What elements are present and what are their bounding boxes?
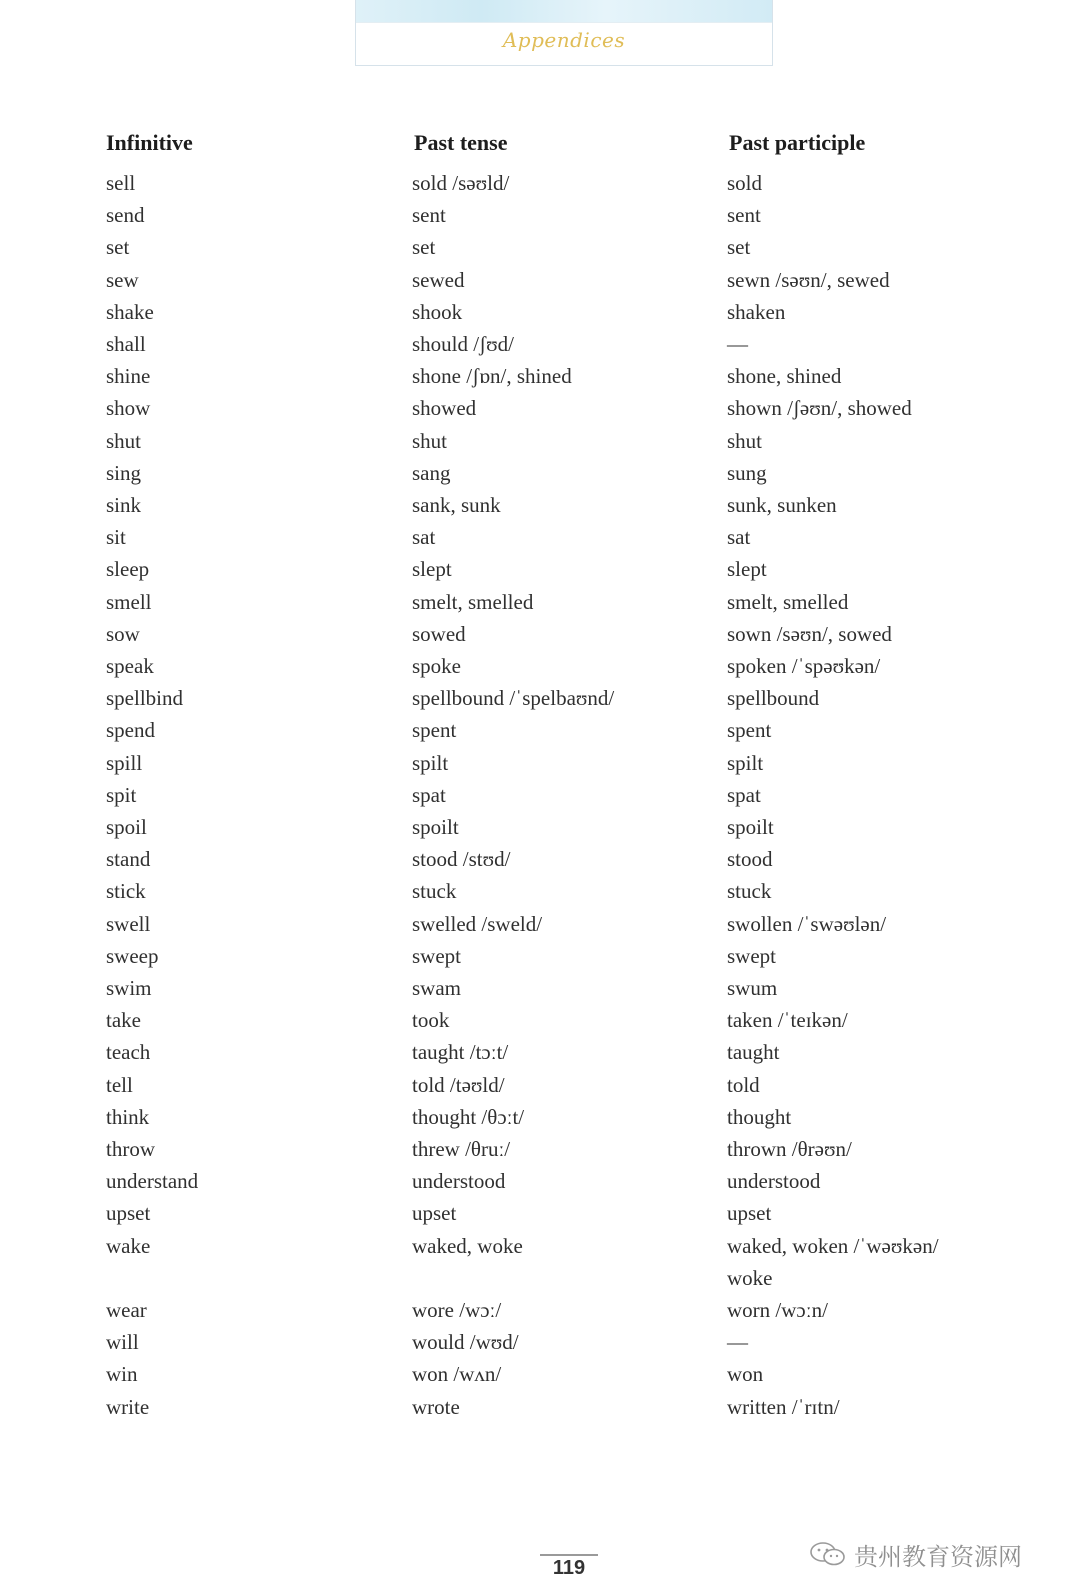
cell-past-participle: sat bbox=[727, 525, 751, 549]
cell-past-tense: sold /səʊld/ bbox=[412, 171, 510, 195]
cell-infinitive: swell bbox=[106, 912, 151, 936]
table-row bbox=[0, 780, 1080, 812]
table-row bbox=[0, 168, 1080, 200]
cell-infinitive: sew bbox=[106, 268, 139, 292]
cell-infinitive: set bbox=[106, 235, 130, 259]
cell-past-participle: shone, shined bbox=[727, 364, 842, 388]
cell-past-tense: threw /θruː/ bbox=[412, 1137, 511, 1161]
cell-past-participle: thrown /θrəʊn/ bbox=[727, 1137, 852, 1161]
cell-past-participle: stuck bbox=[727, 879, 772, 903]
cell-past-tense: spent bbox=[412, 718, 457, 742]
cell-infinitive: stand bbox=[106, 847, 151, 871]
cell-past-participle: upset bbox=[727, 1201, 772, 1225]
table-row bbox=[0, 587, 1080, 619]
table-row bbox=[0, 973, 1080, 1005]
cell-infinitive: wear bbox=[106, 1298, 147, 1322]
cell-past-participle: shaken bbox=[727, 300, 786, 324]
cell-past-tense: smelt, smelled bbox=[412, 590, 534, 614]
table-row bbox=[0, 1102, 1080, 1134]
cell-past-tense: shone /ʃɒn/, shined bbox=[412, 364, 572, 388]
cell-past-tense: spoke bbox=[412, 654, 461, 678]
table-row bbox=[0, 844, 1080, 876]
cell-past-tense: shut bbox=[412, 429, 448, 453]
section-header-tab bbox=[355, 0, 773, 66]
cell-past-tense: waked, woke bbox=[412, 1234, 523, 1258]
cell-past-participle: sewn /səʊn/, sewed bbox=[727, 268, 890, 292]
cell-infinitive: send bbox=[106, 203, 145, 227]
cell-past-tense: swam bbox=[412, 976, 461, 1000]
cell-past-tense: sewed bbox=[412, 268, 465, 292]
table-row bbox=[0, 909, 1080, 941]
table-row bbox=[0, 619, 1080, 651]
table-row bbox=[0, 1263, 1080, 1295]
cell-infinitive: show bbox=[106, 396, 151, 420]
cell-past-tense: should /ʃʊd/ bbox=[412, 332, 514, 356]
cell-infinitive: spill bbox=[106, 751, 143, 775]
cell-past-participle: woke bbox=[727, 1266, 773, 1290]
table-row bbox=[0, 232, 1080, 264]
table-row bbox=[0, 490, 1080, 522]
cell-infinitive: sit bbox=[106, 525, 126, 549]
cell-infinitive: win bbox=[106, 1362, 138, 1386]
cell-past-participle: understood bbox=[727, 1169, 821, 1193]
cell-infinitive: sink bbox=[106, 493, 142, 517]
cell-past-tense: spoilt bbox=[412, 815, 459, 839]
cell-infinitive: sow bbox=[106, 622, 140, 646]
cell-infinitive: spit bbox=[106, 783, 137, 807]
cell-past-participle: sown /səʊn/, sowed bbox=[727, 622, 892, 646]
cell-past-participle: — bbox=[727, 332, 748, 356]
cell-past-tense: took bbox=[412, 1008, 450, 1032]
cell-past-tense: told /təʊld/ bbox=[412, 1073, 505, 1097]
table-row bbox=[0, 200, 1080, 232]
watermark-text: 贵州教育资源网 bbox=[854, 1542, 1022, 1571]
column-header-infinitive: Infinitive bbox=[106, 130, 193, 155]
cell-infinitive: understand bbox=[106, 1169, 199, 1193]
cell-past-participle: spilt bbox=[727, 751, 764, 775]
table-row bbox=[0, 812, 1080, 844]
cell-past-participle: taken /ˈteɪkən/ bbox=[727, 1008, 848, 1032]
cell-past-participle: waked, woken /ˈwəʊkən/ bbox=[727, 1234, 939, 1258]
cell-past-participle: spellbound bbox=[727, 686, 820, 710]
table-row bbox=[0, 651, 1080, 683]
table-row bbox=[0, 1070, 1080, 1102]
cell-infinitive: shine bbox=[106, 364, 151, 388]
cell-infinitive: shall bbox=[106, 332, 146, 356]
cell-past-participle: sung bbox=[727, 461, 767, 485]
table-row bbox=[0, 265, 1080, 297]
cell-infinitive: throw bbox=[106, 1137, 155, 1161]
table-row bbox=[0, 1005, 1080, 1037]
cell-past-tense: swept bbox=[412, 944, 461, 968]
cell-past-participle: written /ˈrɪtn/ bbox=[727, 1395, 840, 1419]
cell-past-tense: sat bbox=[412, 525, 436, 549]
cell-past-participle: sent bbox=[727, 203, 761, 227]
table-row bbox=[0, 1295, 1080, 1327]
table-row bbox=[0, 941, 1080, 973]
table-row bbox=[0, 1166, 1080, 1198]
cell-past-tense: understood bbox=[412, 1169, 506, 1193]
table-row bbox=[0, 1037, 1080, 1069]
cell-past-tense: spellbound /ˈspelbaʊnd/ bbox=[412, 686, 615, 710]
table-row bbox=[0, 297, 1080, 329]
cell-infinitive: spoil bbox=[106, 815, 147, 839]
cell-past-tense: taught /tɔːt/ bbox=[412, 1040, 509, 1064]
cell-past-participle: swollen /ˈswəʊlən/ bbox=[727, 912, 887, 936]
table-row bbox=[0, 715, 1080, 747]
cell-past-participle: thought bbox=[727, 1105, 792, 1129]
cell-past-participle: shut bbox=[727, 429, 763, 453]
cell-infinitive: upset bbox=[106, 1201, 151, 1225]
cell-past-participle: smelt, smelled bbox=[727, 590, 849, 614]
table-row bbox=[0, 554, 1080, 586]
cell-infinitive: speak bbox=[106, 654, 154, 678]
table-row bbox=[0, 1198, 1080, 1230]
cell-past-participle: sunk, sunken bbox=[727, 493, 837, 517]
cell-past-participle: slept bbox=[727, 557, 767, 581]
cell-past-tense: set bbox=[412, 235, 436, 259]
table-row bbox=[0, 1327, 1080, 1359]
cell-past-tense: wore /wɔː/ bbox=[412, 1298, 502, 1322]
cell-past-tense: won /wʌn/ bbox=[412, 1362, 502, 1386]
cell-past-participle: sold bbox=[727, 171, 763, 195]
cell-past-tense: wrote bbox=[412, 1395, 460, 1419]
cell-infinitive: teach bbox=[106, 1040, 151, 1064]
cell-past-tense: shook bbox=[412, 300, 463, 324]
cell-infinitive: sell bbox=[106, 171, 136, 195]
cell-infinitive: sweep bbox=[106, 944, 159, 968]
cell-past-participle: worn /wɔːn/ bbox=[727, 1298, 828, 1322]
cell-past-participle: told bbox=[727, 1073, 760, 1097]
table-row bbox=[0, 1134, 1080, 1166]
cell-infinitive: shut bbox=[106, 429, 142, 453]
cell-past-participle: spoilt bbox=[727, 815, 774, 839]
cell-past-participle: spoken /ˈspəʊkən/ bbox=[727, 654, 881, 678]
cell-past-participle: spat bbox=[727, 783, 761, 807]
cell-past-tense: sowed bbox=[412, 622, 466, 646]
cell-infinitive: sleep bbox=[106, 557, 150, 581]
section-label: Appendices bbox=[502, 28, 626, 52]
cell-infinitive: shake bbox=[106, 300, 154, 324]
cell-past-participle: swept bbox=[727, 944, 776, 968]
table-row bbox=[0, 361, 1080, 393]
cell-infinitive: spellbind bbox=[106, 686, 183, 710]
table-row bbox=[0, 426, 1080, 458]
cell-past-tense: stood /stʊd/ bbox=[412, 847, 511, 871]
cell-infinitive: smell bbox=[106, 590, 152, 614]
cell-past-tense: upset bbox=[412, 1201, 457, 1225]
cell-past-tense: thought /θɔːt/ bbox=[412, 1105, 525, 1129]
cell-past-participle: won bbox=[727, 1362, 764, 1386]
cell-infinitive: take bbox=[106, 1008, 141, 1032]
column-header-past-participle: Past participle bbox=[729, 130, 866, 155]
table-row bbox=[0, 748, 1080, 780]
cell-infinitive: wake bbox=[106, 1234, 151, 1258]
cell-infinitive: sing bbox=[106, 461, 142, 485]
cell-past-tense: sank, sunk bbox=[412, 493, 501, 517]
watermark bbox=[808, 1538, 1022, 1570]
cell-past-participle: taught bbox=[727, 1040, 780, 1064]
table-row bbox=[0, 458, 1080, 490]
table-row bbox=[0, 683, 1080, 715]
cell-past-tense: sang bbox=[412, 461, 451, 485]
table-row bbox=[0, 876, 1080, 908]
cell-past-tense: stuck bbox=[412, 879, 457, 903]
cell-infinitive: swim bbox=[106, 976, 152, 1000]
page-number: 119 bbox=[540, 1554, 598, 1586]
cell-infinitive: stick bbox=[106, 879, 146, 903]
cell-past-tense: would /wʊd/ bbox=[412, 1330, 519, 1354]
cell-infinitive: will bbox=[106, 1330, 139, 1354]
cell-past-participle: stood bbox=[727, 847, 773, 871]
cell-past-tense: swelled /sweld/ bbox=[412, 912, 543, 936]
cell-past-participle: swum bbox=[727, 976, 778, 1000]
cell-past-participle: spent bbox=[727, 718, 772, 742]
cell-past-participle: — bbox=[727, 1330, 748, 1354]
cell-infinitive: think bbox=[106, 1105, 150, 1129]
cell-past-tense: spilt bbox=[412, 751, 449, 775]
table-row bbox=[0, 1392, 1080, 1424]
cell-past-tense: showed bbox=[412, 396, 477, 420]
column-header-past-tense: Past tense bbox=[414, 130, 508, 155]
table-row bbox=[0, 522, 1080, 554]
cell-past-tense: sent bbox=[412, 203, 446, 227]
header-decorative-strip bbox=[356, 0, 772, 23]
table-row bbox=[0, 1231, 1080, 1263]
table-row bbox=[0, 393, 1080, 425]
cell-past-participle: set bbox=[727, 235, 751, 259]
cell-infinitive: write bbox=[106, 1395, 150, 1419]
cell-infinitive: spend bbox=[106, 718, 155, 742]
cell-infinitive: tell bbox=[106, 1073, 133, 1097]
table-row bbox=[0, 329, 1080, 361]
cell-past-participle: shown /ʃəʊn/, showed bbox=[727, 396, 912, 420]
cell-past-tense: slept bbox=[412, 557, 452, 581]
wechat-icon bbox=[808, 1540, 848, 1568]
table-row bbox=[0, 1359, 1080, 1391]
cell-past-tense: spat bbox=[412, 783, 446, 807]
